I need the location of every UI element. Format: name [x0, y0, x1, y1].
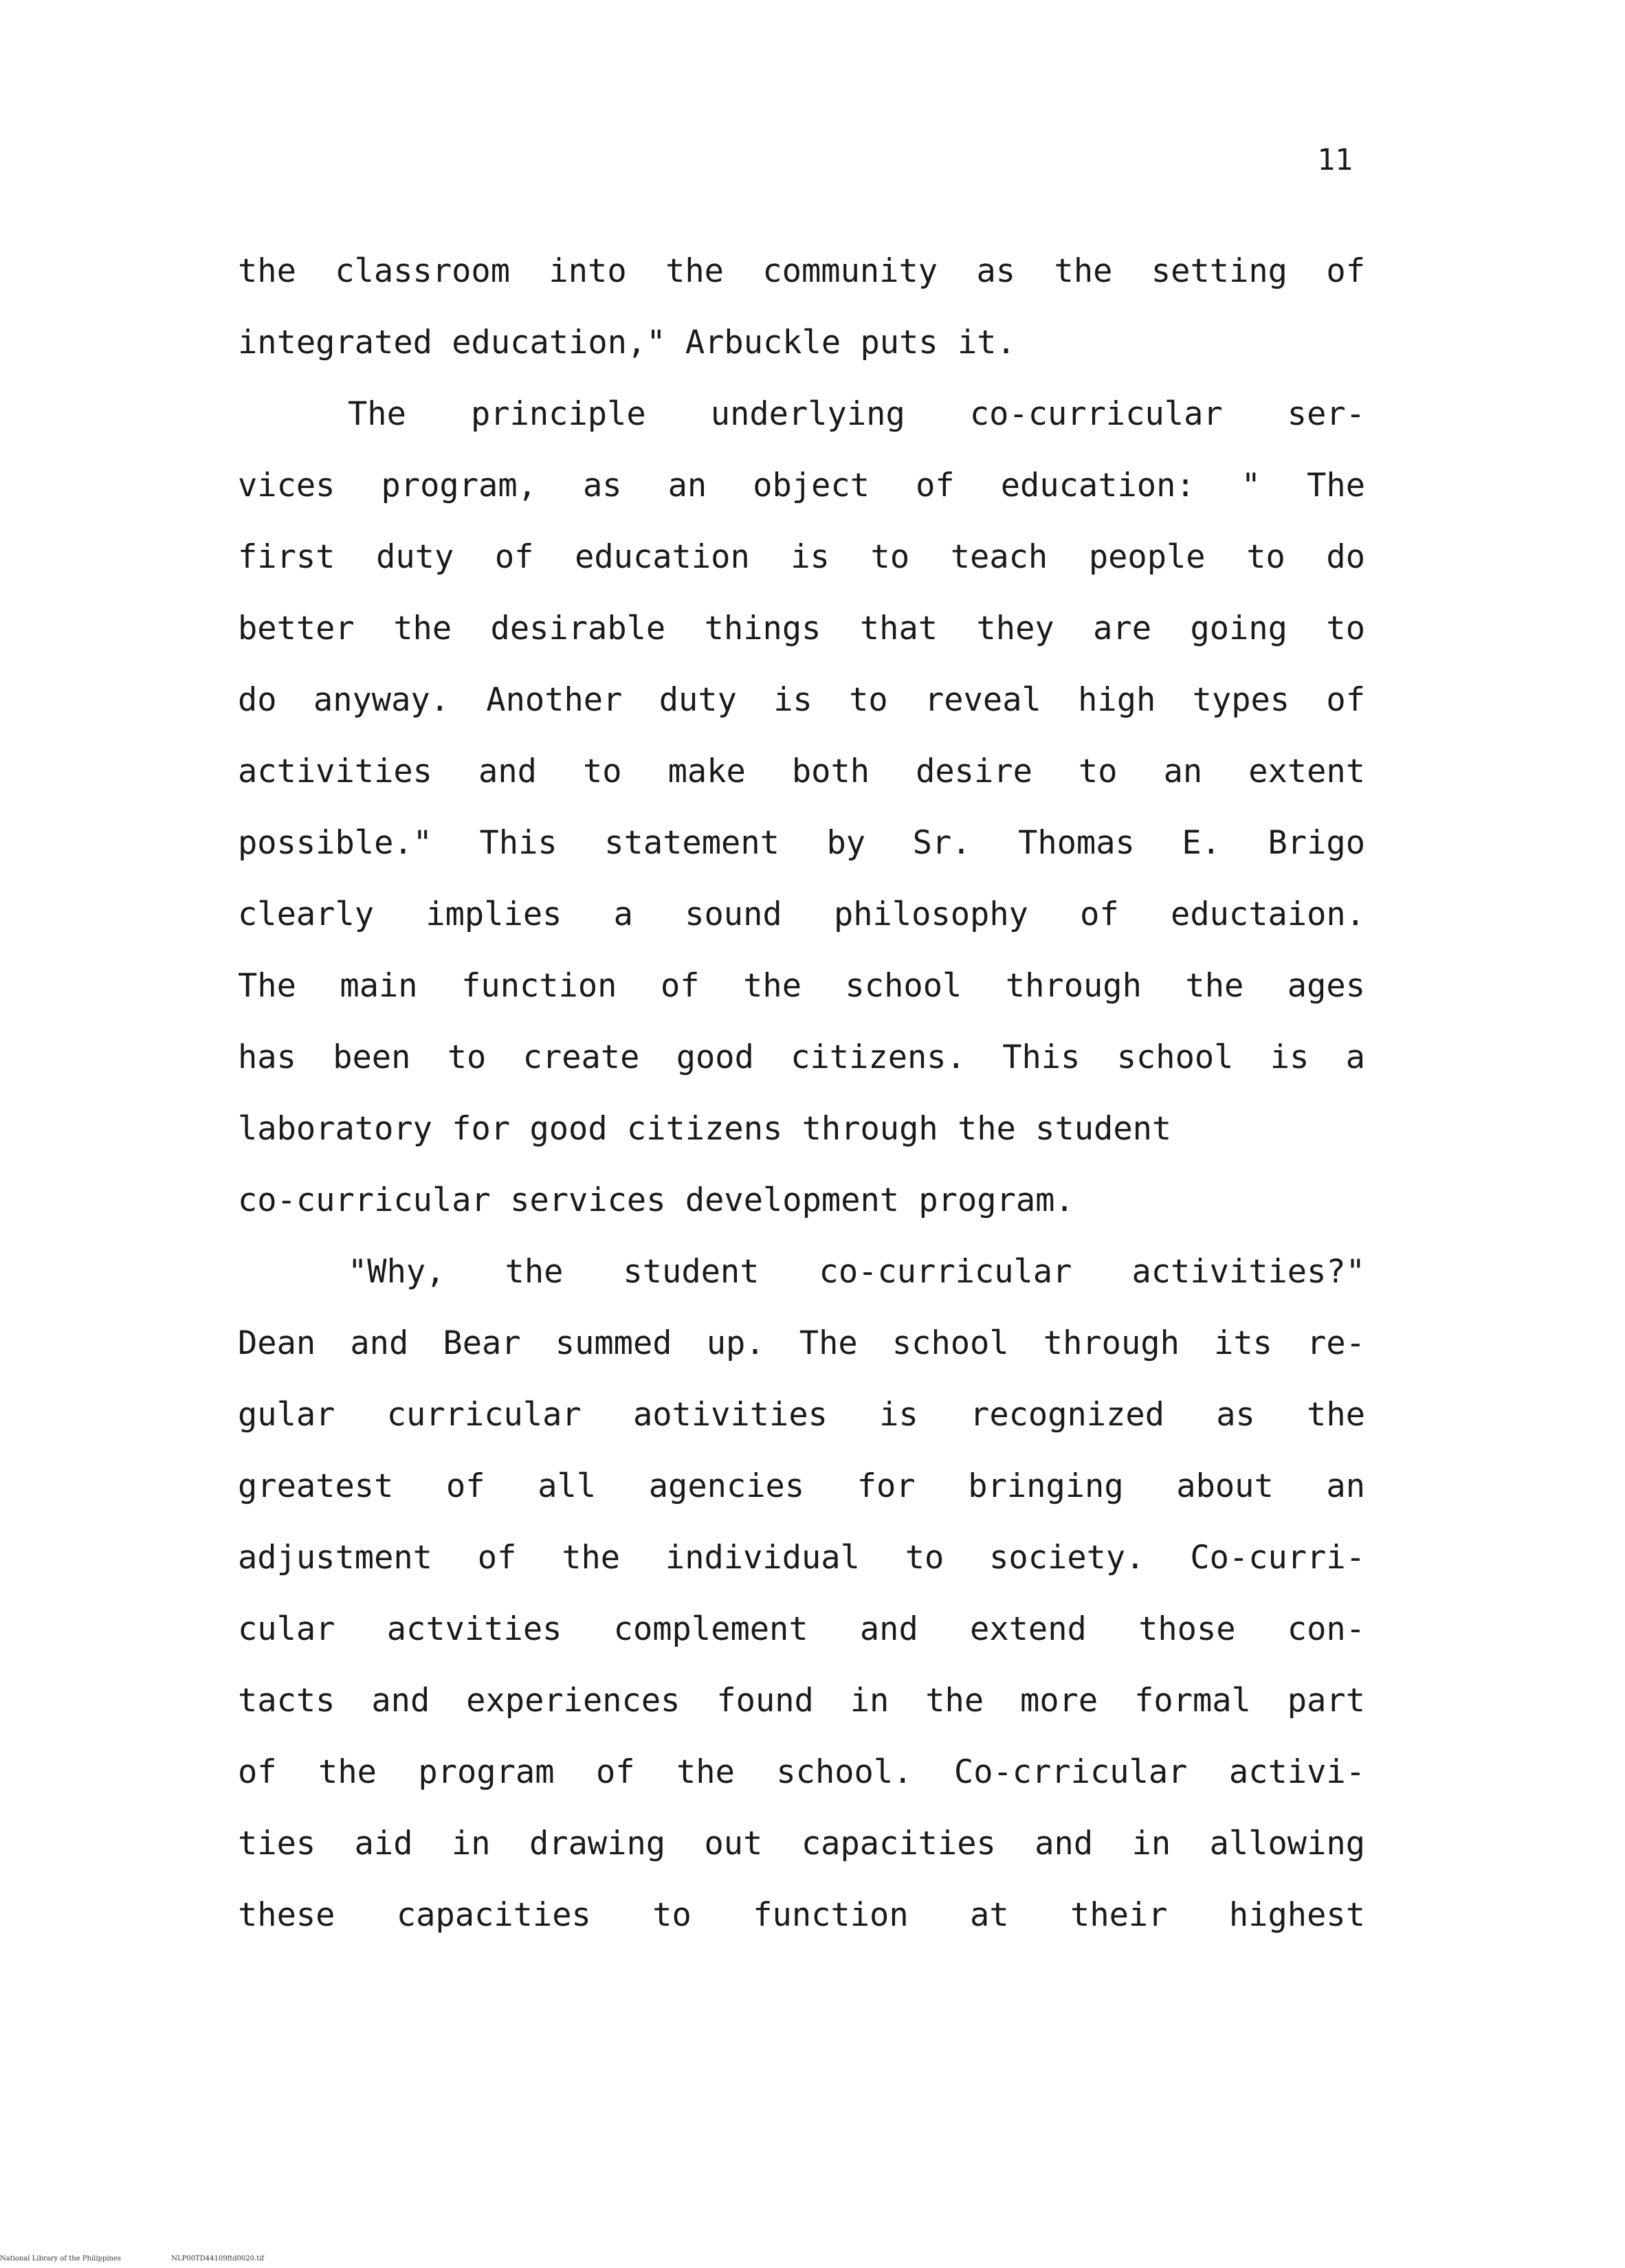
page-number: 11 — [1317, 143, 1353, 177]
text-line: better the desirable things that they are going to — [238, 610, 1365, 647]
text-line: greatest of all agencies for bringing about an — [238, 1467, 1365, 1505]
text-line: clearly implies a sound philosophy of eductaion. — [238, 896, 1365, 933]
text-line: do anyway. Another duty is to reveal high types of — [238, 681, 1365, 719]
text-line: first duty of education is to teach people to do — [238, 538, 1365, 576]
text-line: vices program, as an object of education: " The — [238, 467, 1365, 504]
text-line: co-curricular services development program. — [238, 1181, 1074, 1219]
library-credit: National Library of the Philippines — [0, 2255, 122, 2263]
text-line: The principle underlying co-curricular ser- — [348, 395, 1365, 433]
text-line: Dean and Bear summed up. The school through its re- — [238, 1324, 1365, 1362]
text-line: tacts and experiences found in the more formal part — [238, 1682, 1365, 1720]
text-line: "Why, the student co-curricular activities?" — [348, 1253, 1365, 1291]
text-line: adjustment of the individual to society. Co-curri- — [238, 1539, 1365, 1577]
text-line: of the program of the school. Co-crricular activi- — [238, 1753, 1365, 1791]
text-line: laboratory for good citizens through the student — [238, 1110, 1172, 1148]
text-line: integrated education," Arbuckle puts it. — [238, 324, 1016, 362]
text-line: has been to create good citizens. This school is a — [238, 1038, 1365, 1076]
text-line: The main function of the school through the ages — [238, 967, 1365, 1005]
text-line: cular actvities complement and extend those con- — [238, 1610, 1365, 1648]
text-line: activities and to make both desire to an extent — [238, 753, 1365, 790]
scan-footer — [0, 2255, 312, 2263]
text-line: these capacities to function at their highest — [238, 1896, 1365, 1934]
body-text — [238, 247, 1365, 1963]
scan-filename: NLP00TD44109ftd0020.tif — [171, 2255, 265, 2263]
text-line: ties aid in drawing out capacities and in allowing — [238, 1825, 1365, 1863]
text-line: the classroom into the community as the setting of — [238, 252, 1365, 290]
text-line: possible." This statement by Sr. Thomas E. Brigo — [238, 824, 1365, 862]
text-line: gular curricular aotivities is recognized as the — [238, 1396, 1365, 1434]
